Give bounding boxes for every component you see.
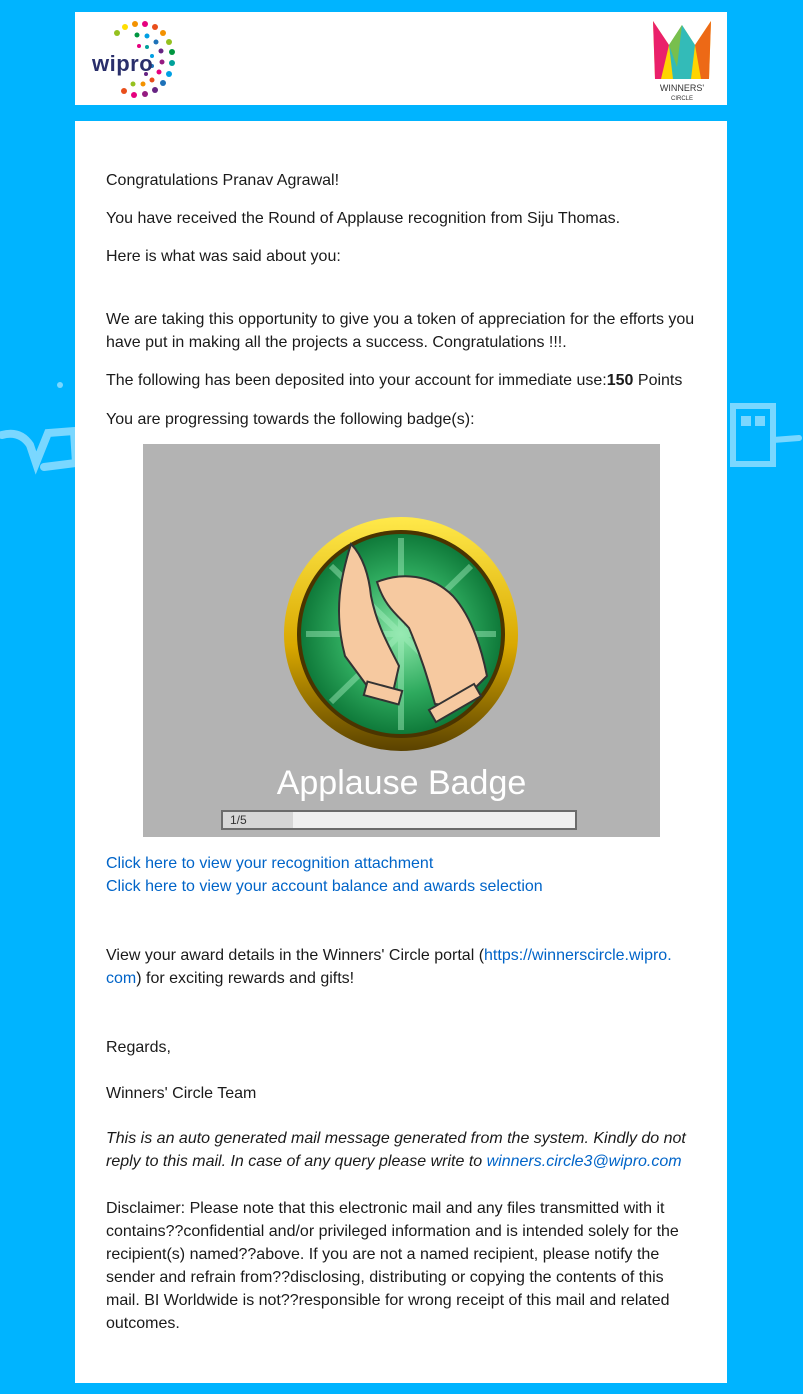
appreciation-message: We are taking this opportunity to give you a token of appreciation for the efforts you have put in making all the projects a success. Congratulations !!!.	[106, 311, 695, 351]
deposit-prefix: The following has been deposited into your account for immediate use:	[106, 372, 607, 389]
wipro-wordmark: wipro	[92, 51, 154, 76]
left-doodle-icon	[0, 375, 80, 475]
email-header	[75, 12, 727, 105]
badge-title: Applause Badge	[276, 764, 527, 802]
deposit-suffix: Points	[633, 372, 683, 389]
badge-progress-bar	[221, 810, 577, 830]
wipro-logo	[83, 18, 187, 102]
crown-icon	[651, 17, 713, 103]
badge-progress-label: 1/5	[230, 813, 247, 827]
right-doodle-icon	[727, 400, 803, 475]
logo-text-line1: WINNERS'	[659, 83, 705, 93]
regards: Regards,	[106, 1039, 171, 1056]
auto-generated-note	[106, 1127, 702, 1173]
winners-circle-logo	[651, 17, 713, 103]
portal-suffix: ) for exciting rewards and gifts!	[136, 970, 355, 987]
deposit-points: 150	[606, 372, 634, 389]
recognition-attachment-link[interactable]: Click here to view your recognition attachment	[106, 855, 434, 872]
links-block	[106, 852, 702, 898]
auto-note-text: This is an auto generated mail message generated from the system. Kindly do not reply to this mail. In case of any query please write to	[106, 1130, 686, 1170]
portal-prefix: View your award details in the Winners' Circle portal (	[106, 947, 485, 964]
portal-line	[106, 944, 702, 990]
recognition-line: You have received the Round of Applause recognition from Siju Thomas.	[106, 210, 621, 227]
team-signature: Winners' Circle Team	[106, 1085, 257, 1102]
applause-badge-icon	[281, 516, 521, 756]
badge-intro: You are progressing towards the following badge(s):	[106, 411, 475, 428]
said-intro: Here is what was said about you:	[106, 248, 341, 265]
support-email-link[interactable]: winners.circle3@wipro.com	[486, 1153, 682, 1170]
account-balance-link[interactable]: Click here to view your account balance and awards selection	[106, 878, 543, 895]
portal-url-part2: com	[106, 970, 137, 987]
greeting: Congratulations Pranav Agrawal!	[106, 172, 340, 189]
portal-url-part1: https://winnerscircle.wipro.	[484, 947, 672, 964]
disclaimer: Disclaimer: Please note that this electronic mail and any files transmitted with it contains??confidential and/or privileged information and is intended solely for the recipient(s) named??above. If you are not a named recipient, please notify the sender and refrain from??disclosing, distributing or copying the contents of this mail. BI Worldwide is not??responsible for wrong receipt of this mail and related outcomes.	[106, 1200, 679, 1332]
deposit-line	[106, 369, 702, 392]
badge-panel	[143, 444, 660, 837]
logo-text-line2: CIRCLE	[670, 96, 694, 102]
email-body	[75, 121, 727, 1383]
